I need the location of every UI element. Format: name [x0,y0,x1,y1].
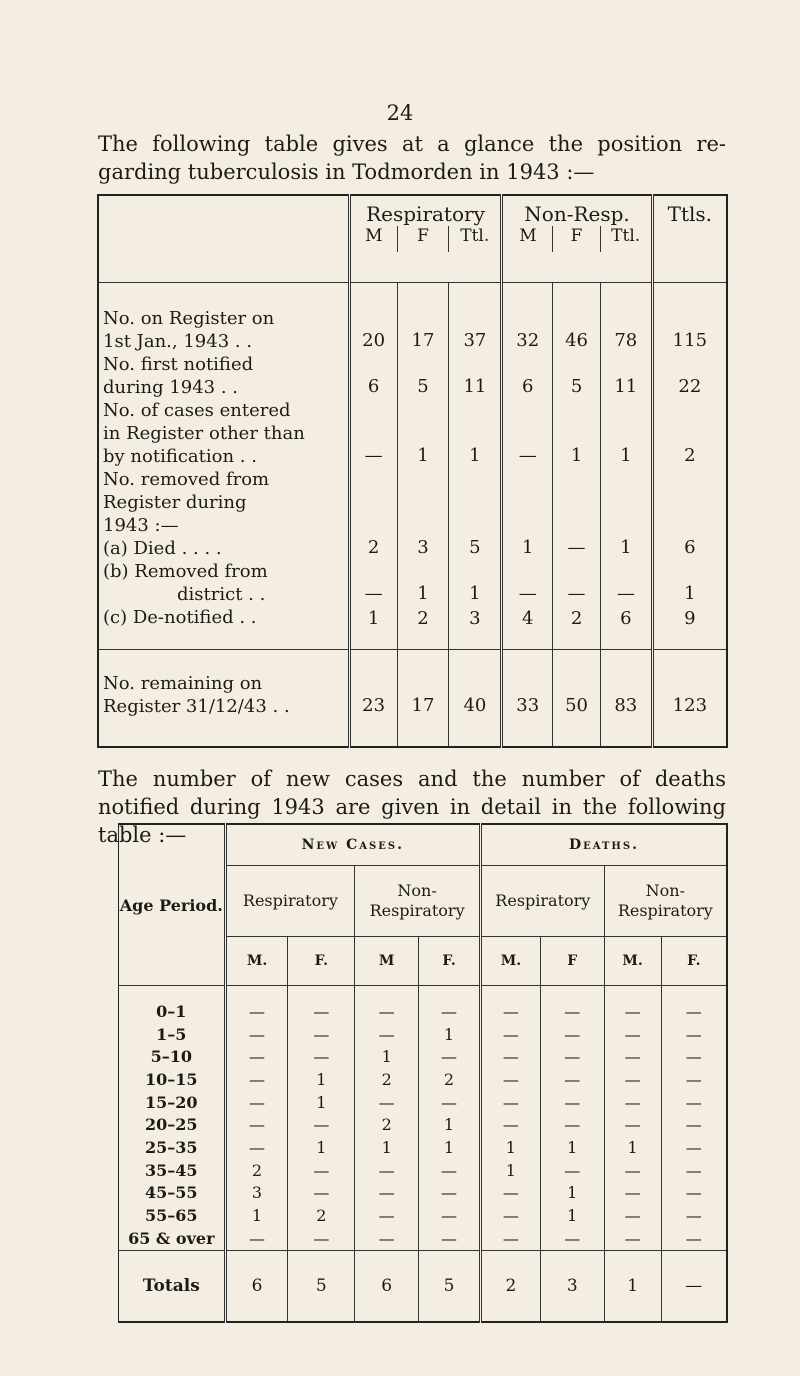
cell-value: 2 [652,399,727,468]
cell-value: — [355,1204,419,1227]
row-label: by notification . . [103,446,257,467]
cell-value: 46 [553,283,601,354]
totals-row [119,1250,728,1322]
register-row [98,537,727,560]
cell-value: 2 [355,1113,419,1136]
cell-value: — [480,1204,540,1227]
cell-value: — [288,1182,355,1205]
cell-value: — [540,1091,604,1114]
cell-value: — [419,1159,481,1182]
age-label: 55–65 [145,1206,198,1226]
totals-header: Ttls. [652,195,727,283]
cell-value: 40 [449,650,502,748]
cell-value: — [604,986,661,1023]
total-value: — [661,1250,727,1322]
row-label: district . . [177,584,266,605]
cell-value: 1 [349,606,397,650]
non-resp-header: Non-Resp. M F Ttl. [502,195,652,283]
cell-value: — [349,399,397,468]
cell-value: — [480,1113,540,1136]
cell-value: 4 [502,606,553,650]
cell-value: 1 [355,1045,419,1068]
cell-value: 1 [288,1091,355,1114]
cell-value: — [480,1045,540,1068]
total-value: 1 [604,1250,661,1322]
cell-value: 1 [553,399,601,468]
intro-paragraph: The following table gives at a glance the position re-garding tuberculosis in Todmorden in 1943 :— [98,132,726,184]
cell-value [449,468,502,537]
cell-value [600,468,652,537]
deaths-header: Deaths. [480,824,727,866]
age-period-header: Age Period. [119,824,226,986]
sex-header: F. [288,937,355,986]
cell-value: — [288,1113,355,1136]
cell-value: 1 [449,560,502,606]
row-label: Register during [103,492,247,513]
cell-value: — [661,1091,727,1114]
age-row [119,1159,728,1182]
cell-value [397,468,449,537]
cell-value: — [480,1068,540,1091]
deaths-resp-header: Respiratory [480,866,604,937]
age-row [119,1113,728,1136]
age-label: 35–45 [145,1160,198,1180]
total-value: 2 [480,1250,540,1322]
cell-value: — [419,1227,481,1250]
age-label: 25–35 [145,1137,198,1157]
cell-value: — [604,1045,661,1068]
register-row [98,606,727,650]
cell-value: — [661,1227,727,1250]
cell-value: 1 [225,1204,288,1227]
cell-value: — [480,1023,540,1046]
cell-value: — [355,1023,419,1046]
page-number: 24 [386,101,414,125]
age-label: 5–10 [150,1047,192,1067]
cell-value: 1 [480,1159,540,1182]
cell-value: 2 [553,606,601,650]
row-label: No. remaining on [103,673,263,694]
cell-value: — [604,1204,661,1227]
cell-value: — [349,560,397,606]
cell-value: — [502,399,553,468]
sex-header: M. [225,937,288,986]
cell-value: 3 [449,606,502,650]
cell-value: — [419,1045,481,1068]
cell-value: — [600,560,652,606]
cell-value: 11 [449,353,502,399]
cell-value: 115 [652,283,727,354]
tuberculosis-register-table [97,194,728,748]
cell-value: 83 [600,650,652,748]
cell-value: 1 [288,1068,355,1091]
cell-value: — [480,1227,540,1250]
cell-value: 5 [553,353,601,399]
row-label: No. of cases entered [103,400,291,421]
respiratory-header: Respiratory M F Ttl. [349,195,502,283]
cell-value: 78 [600,283,652,354]
cell-value: — [661,1159,727,1182]
age-row [119,1091,728,1114]
cell-value: — [288,1227,355,1250]
cell-value: 1 [419,1023,481,1046]
cell-value: — [288,1159,355,1182]
cell-value: — [604,1091,661,1114]
cell-value: — [604,1068,661,1091]
cell-value: — [553,537,601,560]
cell-value: — [225,1068,288,1091]
cell-value: — [225,1023,288,1046]
age-label: 1–5 [156,1024,187,1044]
sex-header: F. [419,937,481,986]
cell-value: — [225,1045,288,1068]
cell-value: 1 [604,1136,661,1159]
cell-value: — [604,1159,661,1182]
cell-value: 1 [540,1136,604,1159]
cell-value: — [225,1136,288,1159]
sex-header: F. [661,937,727,986]
cell-value: 1 [540,1204,604,1227]
cell-value: 3 [225,1182,288,1205]
age-row [119,1182,728,1205]
sex-header: M [355,937,419,986]
age-row [119,1023,728,1046]
row-label: 1st Jan., 1943 . . [103,331,253,352]
cell-value: 1 [449,399,502,468]
sex-header: M. [604,937,661,986]
deaths-nonresp-header: Non-Respiratory [604,866,727,937]
total-value: 5 [419,1250,481,1322]
cell-value: — [225,1113,288,1136]
cell-value: 2 [288,1204,355,1227]
cell-value: 2 [349,537,397,560]
cell-value: — [661,1045,727,1068]
row-label: No. first notified [103,354,254,375]
register-row [98,353,727,399]
age-row [119,1045,728,1068]
cell-value: — [604,1113,661,1136]
cell-value [502,468,553,537]
cell-value [652,468,727,537]
cell-value: — [419,986,481,1023]
new-resp-header: Respiratory [225,866,355,937]
cell-value: — [540,1227,604,1250]
row-label: Register 31/12/43 . . [103,696,290,717]
cell-value: 123 [652,650,727,748]
cell-value: 11 [600,353,652,399]
new-nonresp-header: Non-Respiratory [355,866,481,937]
cell-value: 17 [397,650,449,748]
sex-header: M. [480,937,540,986]
cell-value: — [355,1091,419,1114]
table1-header [98,195,727,283]
cell-value: — [502,560,553,606]
age-row [119,986,728,1023]
cell-value: 5 [449,537,502,560]
cell-value: 50 [553,650,601,748]
cell-value: — [661,1182,727,1205]
cell-value: 1 [502,537,553,560]
cell-value: — [540,1159,604,1182]
cell-value: 9 [652,606,727,650]
register-row [98,399,727,468]
total-value: 6 [355,1250,419,1322]
cell-value: — [225,1091,288,1114]
total-value: 3 [540,1250,604,1322]
second-paragraph: The number of new cases and the number of deaths notified during 1943 are given in detail in the following table :— [98,767,726,847]
row-label: (c) De-notified . . [103,607,257,628]
cell-value: 23 [349,650,397,748]
cell-value: — [540,1023,604,1046]
register-row [98,283,727,354]
total-value: 6 [225,1250,288,1322]
age-row [119,1227,728,1250]
cell-value: — [604,1023,661,1046]
cell-value: — [553,560,601,606]
cell-value: 17 [397,283,449,354]
cell-value: — [355,1182,419,1205]
age-row [119,1204,728,1227]
cell-value: — [480,1091,540,1114]
cell-value: 32 [502,283,553,354]
cell-value: — [540,1113,604,1136]
cell-value: 2 [397,606,449,650]
cell-value: 6 [600,606,652,650]
cell-value: 33 [502,650,553,748]
cell-value: 1 [652,560,727,606]
cell-value: 22 [652,353,727,399]
total-value: 5 [288,1250,355,1322]
cell-value: — [225,986,288,1023]
cell-value: — [419,1204,481,1227]
cell-value: 1 [480,1136,540,1159]
cell-value: — [661,1113,727,1136]
cell-value: 2 [355,1068,419,1091]
cell-value: 1 [288,1136,355,1159]
cell-value [553,468,601,537]
age-label: 10–15 [145,1069,198,1089]
new-cases-deaths-table [118,823,728,1323]
new-cases-header: New Cases. [225,824,480,866]
cell-value: 3 [397,537,449,560]
cell-value: — [419,1182,481,1205]
cell-value: 1 [397,399,449,468]
cell-value: 1 [419,1113,481,1136]
cell-value: — [225,1227,288,1250]
cell-value: — [480,986,540,1023]
cell-value: 37 [449,283,502,354]
age-label: 20–25 [145,1115,198,1135]
cell-value: 1 [540,1182,604,1205]
cell-value: — [661,1204,727,1227]
register-row [98,650,727,748]
cell-value: 5 [397,353,449,399]
cell-value: — [480,1182,540,1205]
cell-value: 6 [652,537,727,560]
cell-value: 1 [419,1136,481,1159]
cell-value: — [355,1227,419,1250]
cell-value: — [540,1068,604,1091]
cell-value: — [604,1182,661,1205]
cell-value: — [288,1045,355,1068]
cell-value: 20 [349,283,397,354]
row-label: No. on Register on [103,308,275,329]
cell-value: — [540,986,604,1023]
row-label: 1943 :— [103,515,179,536]
cell-value: — [661,1136,727,1159]
cell-value: 6 [502,353,553,399]
cell-value: 6 [349,353,397,399]
cell-value: — [661,1023,727,1046]
cell-value: — [540,1045,604,1068]
cell-value: 2 [225,1159,288,1182]
age-label: 65 & over [128,1228,215,1248]
cell-value: — [355,986,419,1023]
sex-header: F [540,937,604,986]
row-label: No. removed from [103,469,270,490]
cell-value: — [355,1159,419,1182]
cell-value: — [288,986,355,1023]
cell-value: — [661,1068,727,1091]
cell-value: 1 [600,537,652,560]
age-row [119,1136,728,1159]
row-label: (a) Died . . . . [103,538,222,559]
cell-value: — [419,1091,481,1114]
cell-value: — [661,986,727,1023]
register-row [98,560,727,606]
age-row [119,1068,728,1091]
row-label: in Register other than [103,423,305,444]
totals-label: Totals [119,1250,226,1322]
age-label: 45–55 [145,1183,198,1203]
cell-value: 1 [397,560,449,606]
cell-value [349,468,397,537]
age-label: 15–20 [145,1092,198,1112]
cell-value: 2 [419,1068,481,1091]
cell-value: 1 [600,399,652,468]
cell-value: — [604,1227,661,1250]
register-row [98,468,727,537]
age-label: 0–1 [156,1001,187,1021]
row-label: (b) Removed from [103,561,268,582]
row-label: during 1943 . . [103,377,239,398]
cell-value: 1 [355,1136,419,1159]
cell-value: — [288,1023,355,1046]
